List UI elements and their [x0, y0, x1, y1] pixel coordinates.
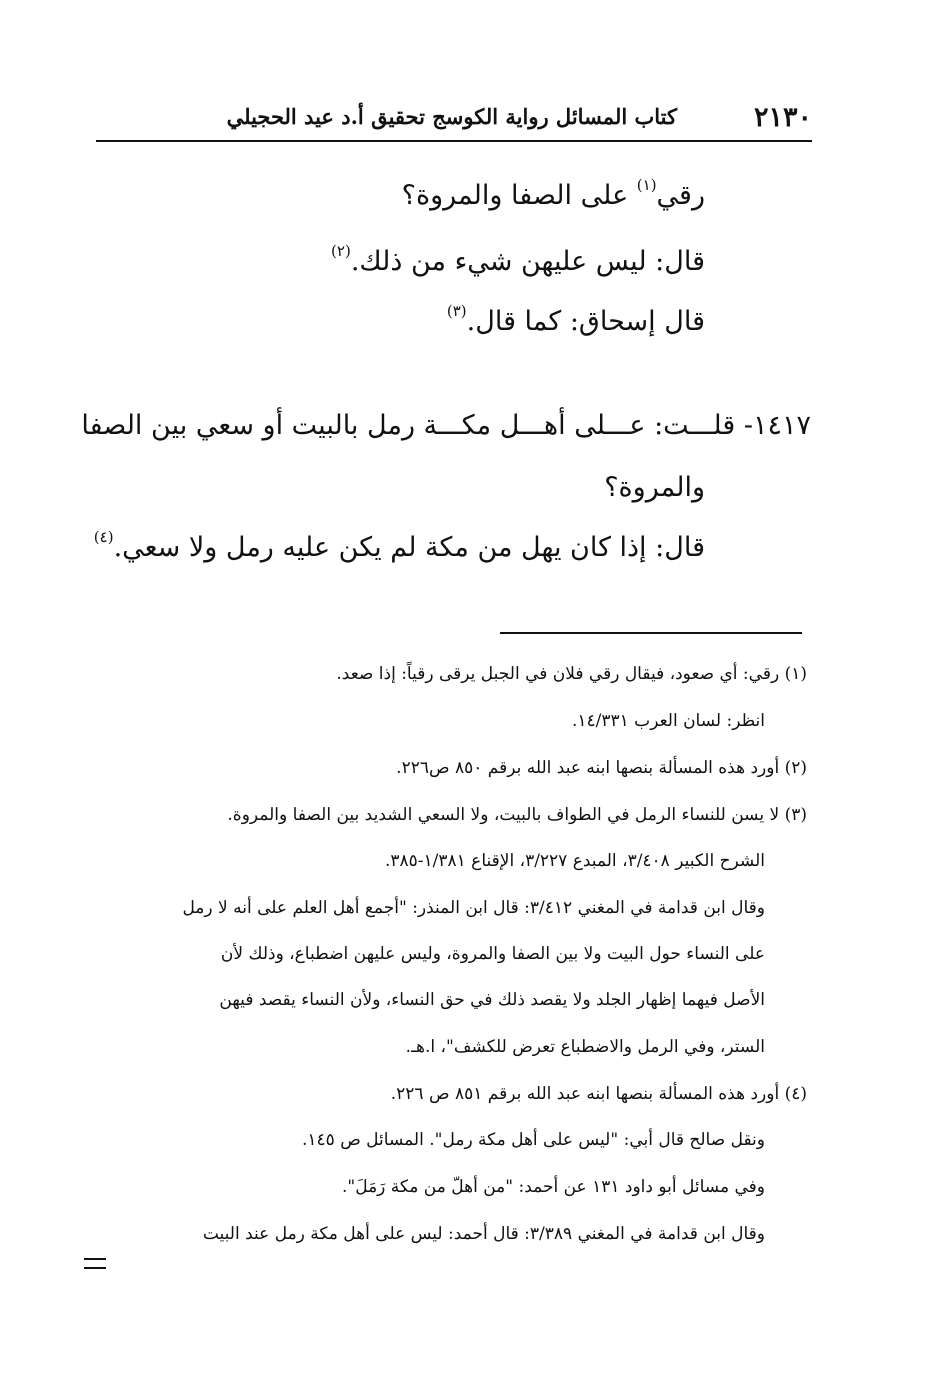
- answer-line: [93, 528, 705, 563]
- footnote-1-line-1: (١) رقي: أي صعود، فيقال رقي فلان في الجبل يرقى رقياً: إذا صعد.: [336, 664, 807, 684]
- body-line-2-text: قال: ليس عليهن شيء من ذلك.: [350, 246, 705, 277]
- page-number: ٢١٣٠: [753, 102, 812, 133]
- body-line-1: [401, 176, 705, 211]
- footnote-3-line-4: على النساء حول البيت ولا بين الصفا والمروة، وليس عليهن اضطباع، وذلك لأن: [220, 944, 765, 964]
- page-header: [96, 100, 812, 142]
- footnote-separator: [500, 632, 802, 634]
- footnote-4-line-1: (٤) أورد هذه المسألة بنصها ابنه عبد الله برقم ٨٥١ ص ٢٢٦.: [390, 1084, 807, 1104]
- footnote-4-line-2: ونقل صالح قال أبي: "ليس على أهل مكة رمل". المسائل ص ١٤٥.: [301, 1130, 765, 1150]
- body-line-3: [446, 302, 705, 337]
- body-line-3-text: قال إسحاق: كما قال.: [466, 306, 705, 337]
- continuation-mark: [84, 1258, 106, 1269]
- footnote-ref-4: (٤): [93, 528, 114, 546]
- footnote-3-line-2: الشرح الكبير ٣/٤٠٨، المبدع ٣/٢٢٧، الإقناع ١/٣٨١-٣٨٥.: [384, 851, 765, 871]
- question-1417-line-1: ١٤١٧- قلـــت: عـــلى أهـــل مكـــة رمل بالبيت أو سعي بين الصفا: [81, 410, 811, 441]
- footnote-3-line-5: الأصل فيهما إظهار الجلد ولا يقصد ذلك في حق النساء، ولأن النساء يقصد فيهن: [219, 990, 765, 1010]
- footnote-ref-3: (٣): [446, 302, 467, 320]
- footnote-1-line-2: انظر: لسان العرب ١٤/٣٣١.: [571, 711, 765, 731]
- question-1417-line-2: والمروة؟: [604, 472, 705, 503]
- body-line-1-text: رقي: [656, 180, 705, 211]
- footnote-ref-1: (١): [636, 176, 657, 194]
- footnote-3-line-3: وقال ابن قدامة في المغني ٣/٤١٢: قال ابن المنذر: "أجمع أهل العلم على أنه لا رمل: [182, 898, 765, 918]
- footnote-3-line-1: (٣) لا يسن للنساء الرمل في الطواف بالبيت، ولا السعي الشديد بين الصفا والمروة.: [227, 805, 807, 825]
- answer-text: قال: إذا كان يهل من مكة لم يكن عليه رمل ولا سعي.: [113, 532, 705, 563]
- running-title: كتاب المسائل رواية الكوسج تحقيق أ.د عيد الحجيلي: [226, 104, 677, 129]
- body-line-1-rest: على الصفا والمروة؟: [401, 180, 637, 211]
- footnote-ref-2: (٢): [331, 242, 351, 260]
- body-line-2: [331, 242, 705, 277]
- footnote-4-line-3: وفي مسائل أبو داود ١٣١ عن أحمد: "من أهلّ من مكة رَمَلَ".: [341, 1177, 765, 1197]
- footnote-4-line-4: وقال ابن قدامة في المغني ٣/٣٨٩: قال أحمد: ليس على أهل مكة رمل عند البيت: [202, 1224, 765, 1244]
- footnote-3-line-6: الستر، وفي الرمل والاضطباع تعرض للكشف"، ا.هـ.: [405, 1037, 765, 1057]
- footnote-2-line-1: (٢) أورد هذه المسألة بنصها ابنه عبد الله برقم ٨٥٠ ص٢٢٦.: [396, 758, 807, 778]
